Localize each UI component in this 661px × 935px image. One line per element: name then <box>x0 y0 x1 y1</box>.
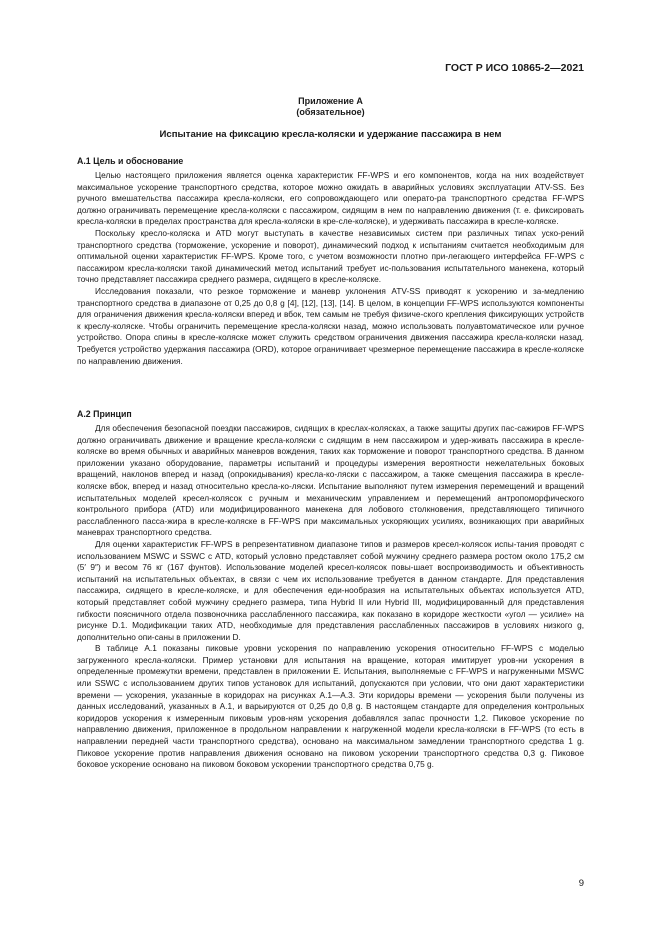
paragraph: Целью настоящего приложения является оценка характеристик FF-WPS и его компонентов, когда на них воздействует максимальное ускорение транспортного средства, которое можно ожидать в аварийных условиях эксплуатации ATV-SS. Без ручного вмешательства пассажира кресла-коляски, его сопровождающего или операто-ра транспортного средства FF-WPS должно ограничивать перемещение кресла-коляски с пассажиром, сидящим в нем по направлению движения (т. е. фиксировать кресла-коляски в пределах пространства для кресла-коляски в кре-сле-коляске), и удерживать пассажира в кресле-коляске. <box>77 170 584 227</box>
section-a2-heading: А.2 Принцип <box>77 409 132 419</box>
section-a1-body <box>77 170 584 367</box>
section-a2-body <box>77 423 584 771</box>
paragraph: Для обеспечения безопасной поездки пассажиров, сидящих в креслах-колясках, а также защиты других пас-сажиров FF-WPS должно ограничивать движение и вращение кресла-коляски с сидящим в нем пассажиром и удер-живать пассажира в кресле-коляске во время обычных и аварийных маневров вождения, таких как торможение и поворот транспортного средства. В данном приложении указано оборудование, параметры испытаний и процедуры измерения вероятности нежелательных боковых вращений, наклонов вперед и назад (опрокидывания) кресла-ко-ляски с пассажиром, а также смещения пассажира в кресле-коляске вбок, вперед и назад относительно кресла-ко-ляски. Испытание выполняют путем измерения перемещений и вращений испытательных моделей кресел-колясок с ручным и механическим управлением и перемещений антропоморфического контрольного прибора (ATD) или модифицированного манекена для лобового столкновения, представляющего типичного расслабленного пасса-жира в кресле-коляске в FF-WPS при максимальных ускоряющих усилиях, возникающих при аварийных маневрах транспортного средства. <box>77 423 584 538</box>
document-header-id: ГОСТ Р ИСО 10865-2—2021 <box>445 62 584 74</box>
annex-status: (обязательное) <box>296 107 365 117</box>
page-number: 9 <box>578 878 584 889</box>
paragraph: Исследования показали, что резкое торможение и маневр уклонения ATV-SS приводят к ускорению и за-медлению транспортного средства в диапазоне от 0,25 до 0,8 g [4], [12], [13], [14]. В целом, в концепции FF-WPS используются компоненты для ограничения движения кресла-коляски вперед и вбок, тем самым не требуя физиче-ского крепления фиксирующих устройств к креслу-коляске. Чтобы ограничить перемещение кресла-коляски назад, можно использовать полуавтоматическое или ручное устройство. Опора спины в кресле-коляске может служить средством ограничения движения пассажира кресла-коляски назад. Требуется устройство удержания пассажира (ORD), которое ограничивает чрезмерное перемещение пассажира в кресле-коляске по направлению движения. <box>77 285 584 366</box>
section-a1-heading: А.1 Цель и обоснование <box>77 156 184 166</box>
paragraph: В таблице А.1 показаны пиковые уровни ускорения по направлению ускорения относительно FF-WPS с моделью загруженного кресла-коляски. Пример установки для испытания на вращение, которая имитирует уров-ни ускорения в определенные промежутки времени, представлен в приложении Е. Испытания, выполняемые с FF-WPS и нагруженными MSWC или SSWC с использованием других типов установок для испытаний, допускаются при условии, что они дают характеристики времени — ускорения, указанные в коридорах на рисунках А.1—А.3. Эти коридоры времени — ускорения были получены из данных исследований, указанных в А.1, и варьируются от 0,25 до 0,8 g. В настоящем стандарте для определения контрольных коридоров ускорения к измеренным пиковым уров-ням ускорения добавлялся запас прочности 1,2. Пиковое ускорение по направлению движения, приложенное в продольном направлении к нагруженной модели кресла-коляски в FF-WPS (то есть в направлении передней части транспортного средства), основано на максимальном замедлении транспортного средства 1 g. Пиковое ускорение против направления движения основано на пиковом ускорении транспортного средства 0,3 g. Пиковое боковое ускорение основано на пиковом боковом ускорении транспортного средства 0,75 g. <box>77 643 584 770</box>
annex-title: Испытание на фиксацию кресла-коляски и удержание пассажира в нем <box>159 129 502 140</box>
annex-label: Приложение А <box>298 96 363 106</box>
paragraph: Для оценки характеристик FF-WPS в репрезентативном диапазоне типов и размеров кресел-колясок испы-тания проводят с использованием MSWC и SSWC с ATD, который условно представляет собой мужчину среднего размера ростом около 175,2 см (5′ 9″) и весом 76 кг (167 фунтов). Использование моделей кресел-колясок повы-шает воспроизводимость и объективность испытаний на испытательных объектах, в связи с чем их использование требуется в данном стандарте. Для представления пассажира, сидящего в кресле-коляске, и для обеспечения еди-нообразия на испытательных объектах используется ATD, который представляет собой мужчину среднего размера, типа Hybrid II или Hybrid III, модифицированный для представления гибкости поясничного отдела позвоночника расслабленного пассажира, как показано в коридоре жесткости «угол — усилие» на рисунке D.1. Модификации таких ATD, необходимые для представления расслабленных пассажиров в условиях низкого g, дополнительно опи-саны в приложении D. <box>77 538 584 642</box>
annex-label-block <box>0 96 661 118</box>
paragraph: Поскольку кресло-коляска и ATD могут выступать в качестве независимых систем при различных типах уско-рений транспортного средства (торможение, ускорение и поворот), динамический подход к испытаниям считается необходимым для оптимальной оценки характеристик FF-WPS. Кроме того, с учетом возможности плотно при-легающего интерфейса FF-WPS с пассажиром кресла-коляски такой динамический метод испытаний требует ис-пользования испытательного манекена, который точно представляет пассажира среднего размера, сидящего в кресле-коляске. <box>77 227 584 285</box>
